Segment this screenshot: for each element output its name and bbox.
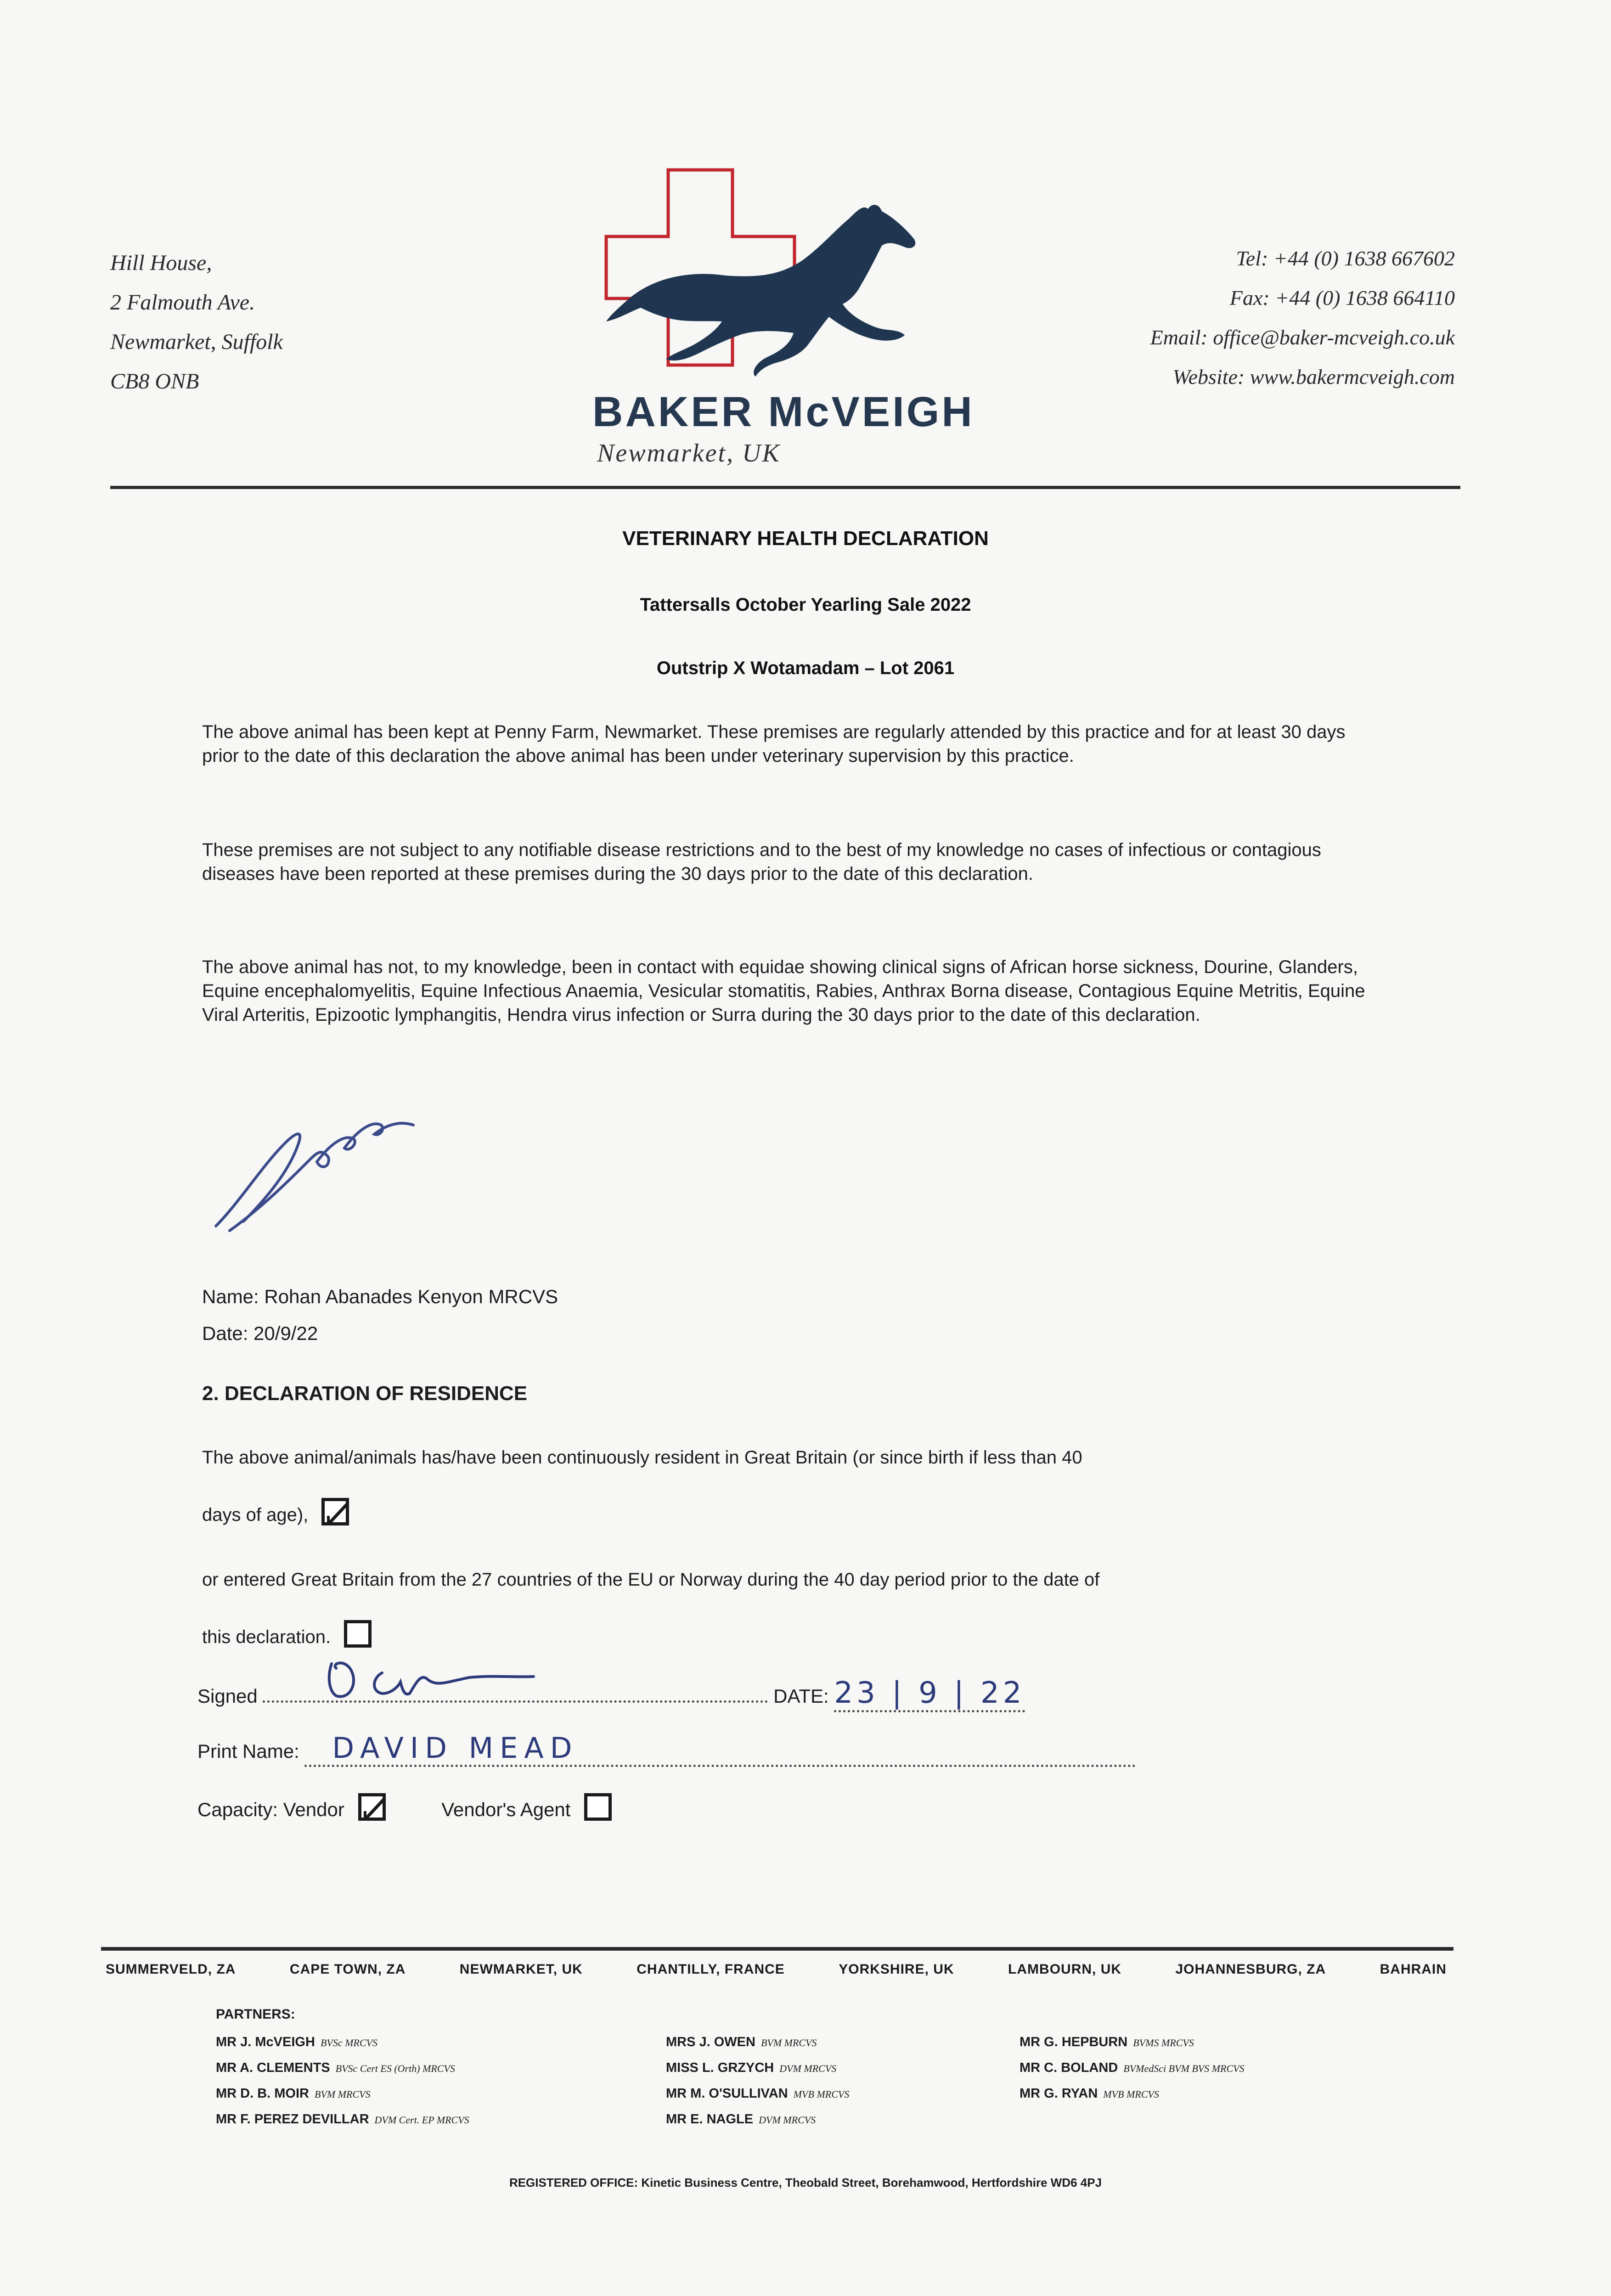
partner-name: MR G. RYAN bbox=[1020, 2086, 1098, 2101]
partner-quals: BVSc Cert ES (Orth) MRCVS bbox=[335, 2063, 455, 2074]
partner-entry bbox=[1020, 2081, 1245, 2107]
partner-name: MRS J. OWEN bbox=[666, 2035, 755, 2049]
office-location: LAMBOURN, UK bbox=[1008, 1962, 1122, 1977]
office-locations bbox=[106, 1962, 1447, 1977]
partner-name: MR E. NAGLE bbox=[666, 2112, 754, 2127]
partner-entry bbox=[1020, 2055, 1245, 2081]
partner-name: MR C. BOLAND bbox=[1020, 2060, 1118, 2075]
partner-quals: MVB MRCVS bbox=[793, 2088, 850, 2100]
office-location: YORKSHIRE, UK bbox=[839, 1962, 954, 1977]
partner-entry bbox=[666, 2055, 849, 2081]
address-line: CB8 ONB bbox=[110, 369, 199, 394]
contact-email: Email: office@baker-mcveigh.co.uk bbox=[1150, 326, 1455, 349]
practice-address bbox=[110, 243, 283, 401]
partner-quals: BVM MRCVS bbox=[315, 2088, 371, 2100]
vet-signature bbox=[197, 1093, 436, 1244]
partner-name: MISS L. GRZYCH bbox=[666, 2060, 774, 2075]
paragraph-supervision: The above animal has been kept at Penny Farm, Newmarket. These premises are regularly attended by this practice and for at least 30 days prior to the date of this declaration the above animal has been under veterinary supervision by this practice. bbox=[202, 722, 1346, 766]
brand-name: BAKER McVEIGH bbox=[592, 388, 974, 435]
contact-fax: Fax: +44 (0) 1638 664110 bbox=[1229, 286, 1455, 310]
residence-statement-2-tail: this declaration. bbox=[202, 1627, 331, 1647]
office-location: CAPE TOWN, ZA bbox=[289, 1962, 406, 1977]
document-title: VETERINARY HEALTH DECLARATION bbox=[622, 527, 989, 550]
vendor-checkbox[interactable] bbox=[358, 1793, 386, 1821]
residence-statement-2-end bbox=[202, 1620, 372, 1648]
capacity-label: Capacity: Vendor bbox=[197, 1799, 344, 1820]
vet-name: Name: Rohan Abanades Kenyon MRCVS bbox=[202, 1286, 558, 1307]
horse-silhouette-icon bbox=[606, 205, 915, 377]
partner-quals: BVM MRCVS bbox=[760, 2037, 817, 2048]
vendor-signature bbox=[318, 1654, 603, 1705]
partner-name: MR F. PEREZ DEVILLAR bbox=[216, 2112, 369, 2127]
partner-entry bbox=[216, 2055, 469, 2081]
office-location: BAHRAIN bbox=[1380, 1962, 1447, 1977]
residence-statement-1-tail: days of age), bbox=[202, 1505, 309, 1525]
partner-name: MR D. B. MOIR bbox=[216, 2086, 309, 2101]
registered-office: REGISTERED OFFICE: Kinetic Business Centre, Theobald Street, Borehamwood, Hertfordshire WD6 4PJ bbox=[509, 2176, 1102, 2189]
residence-statement-1-end bbox=[202, 1498, 349, 1525]
date-label: DATE: bbox=[773, 1685, 829, 1707]
check-mark-icon bbox=[323, 1497, 355, 1530]
residence-heading: 2. DECLARATION OF RESIDENCE bbox=[202, 1382, 528, 1405]
sale-title: Tattersalls October Yearling Sale 2022 bbox=[640, 595, 971, 615]
contact-phone: Tel: +44 (0) 1638 667602 bbox=[1236, 247, 1455, 270]
partner-entry bbox=[1020, 2030, 1245, 2055]
residence-statement-2: or entered Great Britain from the 27 countries of the EU or Norway during the 40 day period prior to the date of bbox=[202, 1570, 1100, 1590]
office-location: NEWMARKET, UK bbox=[459, 1962, 583, 1977]
vet-date: Date: 20/9/22 bbox=[202, 1322, 318, 1344]
paragraph-disease-restrictions: These premises are not subject to any notifiable disease restrictions and to the best of my knowledge no cases of infectious or contagious diseases have been reported at these premises during the 30 days prior to the date of this declaration. bbox=[202, 840, 1321, 884]
partners-column-1 bbox=[216, 2030, 469, 2133]
office-location: CHANTILLY, FRANCE bbox=[637, 1962, 785, 1977]
partner-quals: BVSc MRCVS bbox=[320, 2037, 377, 2048]
partner-name: MR G. HEPBURN bbox=[1020, 2035, 1128, 2049]
brand-location: Newmarket, UK bbox=[597, 439, 781, 467]
vendor-signature-field[interactable] bbox=[263, 1682, 768, 1703]
entered-eu-checkbox[interactable] bbox=[344, 1620, 372, 1648]
partner-entry bbox=[216, 2030, 469, 2055]
partner-name: MR J. McVEIGH bbox=[216, 2035, 315, 2049]
partner-name: MR A. CLEMENTS bbox=[216, 2060, 330, 2075]
office-location: JOHANNESBURG, ZA bbox=[1175, 1962, 1326, 1977]
red-cross-icon bbox=[606, 170, 794, 365]
partner-entry bbox=[216, 2107, 469, 2133]
print-name-label: Print Name: bbox=[197, 1740, 299, 1762]
capacity-row bbox=[197, 1793, 612, 1821]
paragraph-contact-equidae: The above animal has not, to my knowledge, been in contact with equidae showing clinical signs of African horse sickness, Dourine, Glanders, Equine encephalomyelitis, Equine Infectious Anaemia, Vesicular stomatitis, Rabies, Anthrax Borna disease, Contagious Equine Metritis, Equine Viral Arteritis, Epizootic lymphangitis, Hendra virus infection or Surra during the 30 days prior to the date of this declaration. bbox=[202, 957, 1365, 1025]
partner-name: MR M. O'SULLIVAN bbox=[666, 2086, 788, 2101]
address-line: Hill House, bbox=[110, 251, 212, 275]
partners-heading: PARTNERS: bbox=[216, 2007, 295, 2022]
partners-column-3 bbox=[1020, 2030, 1245, 2107]
partner-entry bbox=[666, 2107, 849, 2133]
office-location: SUMMERVELD, ZA bbox=[106, 1962, 236, 1977]
vendors-agent-label: Vendor's Agent bbox=[441, 1799, 571, 1820]
footer-divider bbox=[101, 1947, 1453, 1951]
resident-checkbox[interactable] bbox=[321, 1498, 349, 1525]
partners-column-2 bbox=[666, 2030, 849, 2133]
partner-quals: BVMS MRCVS bbox=[1133, 2037, 1194, 2048]
partner-quals: MVB MRCVS bbox=[1103, 2088, 1159, 2100]
practice-contact bbox=[1150, 239, 1455, 397]
partner-quals: DVM MRCVS bbox=[759, 2114, 816, 2126]
lot-title: Outstrip X Wotamadam – Lot 2061 bbox=[656, 658, 955, 678]
partner-entry bbox=[666, 2081, 849, 2107]
partner-quals: BVMedSci BVM BVS MRCVS bbox=[1123, 2063, 1245, 2074]
partner-entry bbox=[666, 2030, 849, 2055]
partner-entry bbox=[216, 2081, 469, 2107]
signed-row bbox=[197, 1676, 1116, 1712]
vendors-agent-checkbox[interactable] bbox=[584, 1793, 612, 1821]
address-line: Newmarket, Suffolk bbox=[110, 330, 283, 354]
date-value[interactable]: 23 | 9 | 22 bbox=[834, 1676, 1025, 1712]
check-mark-icon bbox=[360, 1793, 392, 1825]
contact-website: Website: www.bakermcveigh.com bbox=[1172, 365, 1455, 388]
address-line: 2 Falmouth Ave. bbox=[110, 290, 255, 315]
header-divider bbox=[110, 486, 1460, 489]
partner-quals: DVM MRCVS bbox=[779, 2063, 837, 2074]
partner-quals: DVM Cert. EP MRCVS bbox=[374, 2114, 469, 2126]
signed-label: Signed bbox=[197, 1685, 258, 1707]
residence-statement-1: The above animal/animals has/have been continuously resident in Great Britain (or since birth if less than 40 bbox=[202, 1447, 1082, 1468]
print-name-row bbox=[197, 1731, 1136, 1767]
print-name-value[interactable]: DAVID MEAD bbox=[304, 1731, 1136, 1767]
